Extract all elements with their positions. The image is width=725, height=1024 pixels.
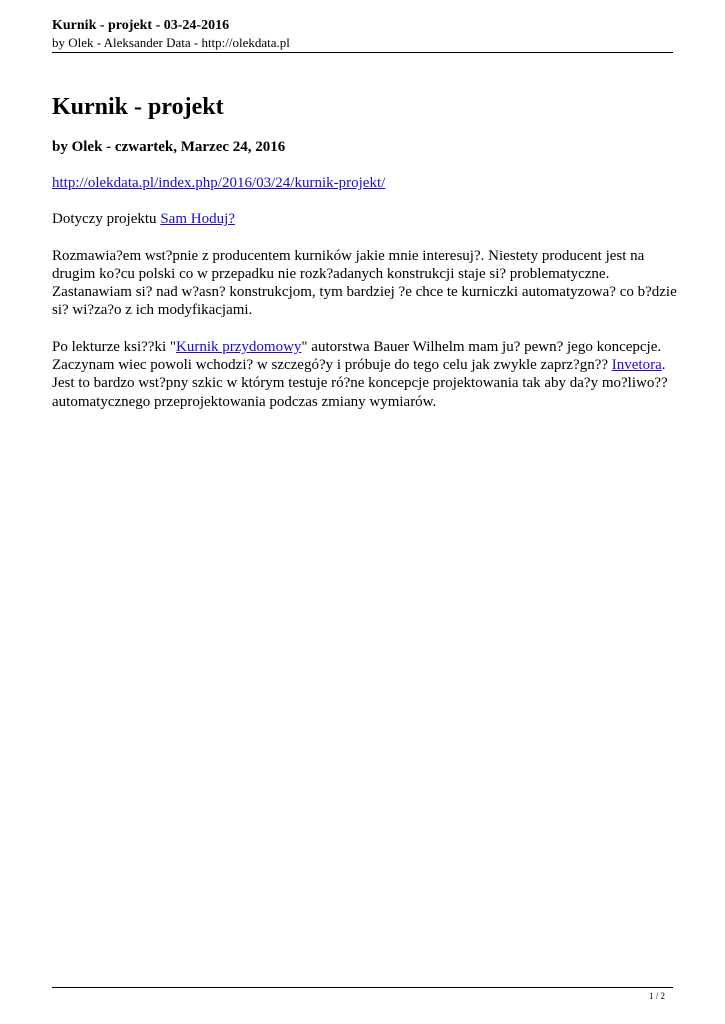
footer-divider — [52, 987, 673, 988]
article — [52, 92, 677, 429]
book-link[interactable]: Kurnik przydomowy — [176, 338, 302, 355]
header-title: Kurnik - projekt - 03-24-2016 — [52, 18, 230, 33]
book-text-middle: " autorstwa Bauer Wilhelm mam ju? pewn? jego koncepcje. Zaczynam wiec powoli wchodzi? w szczegó?y i próbuje do tego celu jak zwykle zaprz?gn?? — [52, 338, 662, 374]
permalink-link[interactable]: http://olekdata.pl/index.php/2016/03/24/kurnik-projekt/ — [52, 175, 386, 191]
project-prefix: Dotyczy projektu — [52, 211, 161, 228]
header-byline: by Olek - Aleksander Data - http://olekdata.pl — [52, 35, 290, 50]
article-meta: by Olek - czwartek, Marzec 24, 2016 — [52, 139, 286, 155]
permalink-paragraph — [52, 174, 677, 192]
page-header — [52, 17, 672, 51]
project-link[interactable]: Sam Hoduj? — [160, 211, 235, 228]
conversation-paragraph: Rozmawia?em wst?pnie z producentem kurników jakie mnie interesuj?. Niestety producent jest na drugim ko?cu polski co w przepadku nie rozk?adanych konstrukcji staje si? problematyczne. Zastanawiam si? nad w?asn? konstrukcjom, tym bardziej ?e chce te kurniczki automatyzowa? co b?dzie si? wi?za?o z ich modyfikacjami. — [52, 247, 677, 319]
book-paragraph — [52, 338, 677, 411]
article-title: Kurnik - projekt — [52, 94, 224, 120]
page-number: 1 / 2 — [648, 991, 665, 1001]
project-paragraph — [52, 210, 677, 228]
book-text-end: . Jest to bardzo wst?pny szkic w którym testuje ró?ne koncepcje projektowania tak aby da?y mo?liwo?? automatycznego przeprojektowania podczas zmiany wymiarów. — [52, 357, 668, 410]
book-text-start: Po lekturze ksi??ki " — [52, 338, 177, 355]
header-divider — [52, 52, 673, 53]
inventor-link[interactable]: Invetora — [611, 357, 662, 374]
